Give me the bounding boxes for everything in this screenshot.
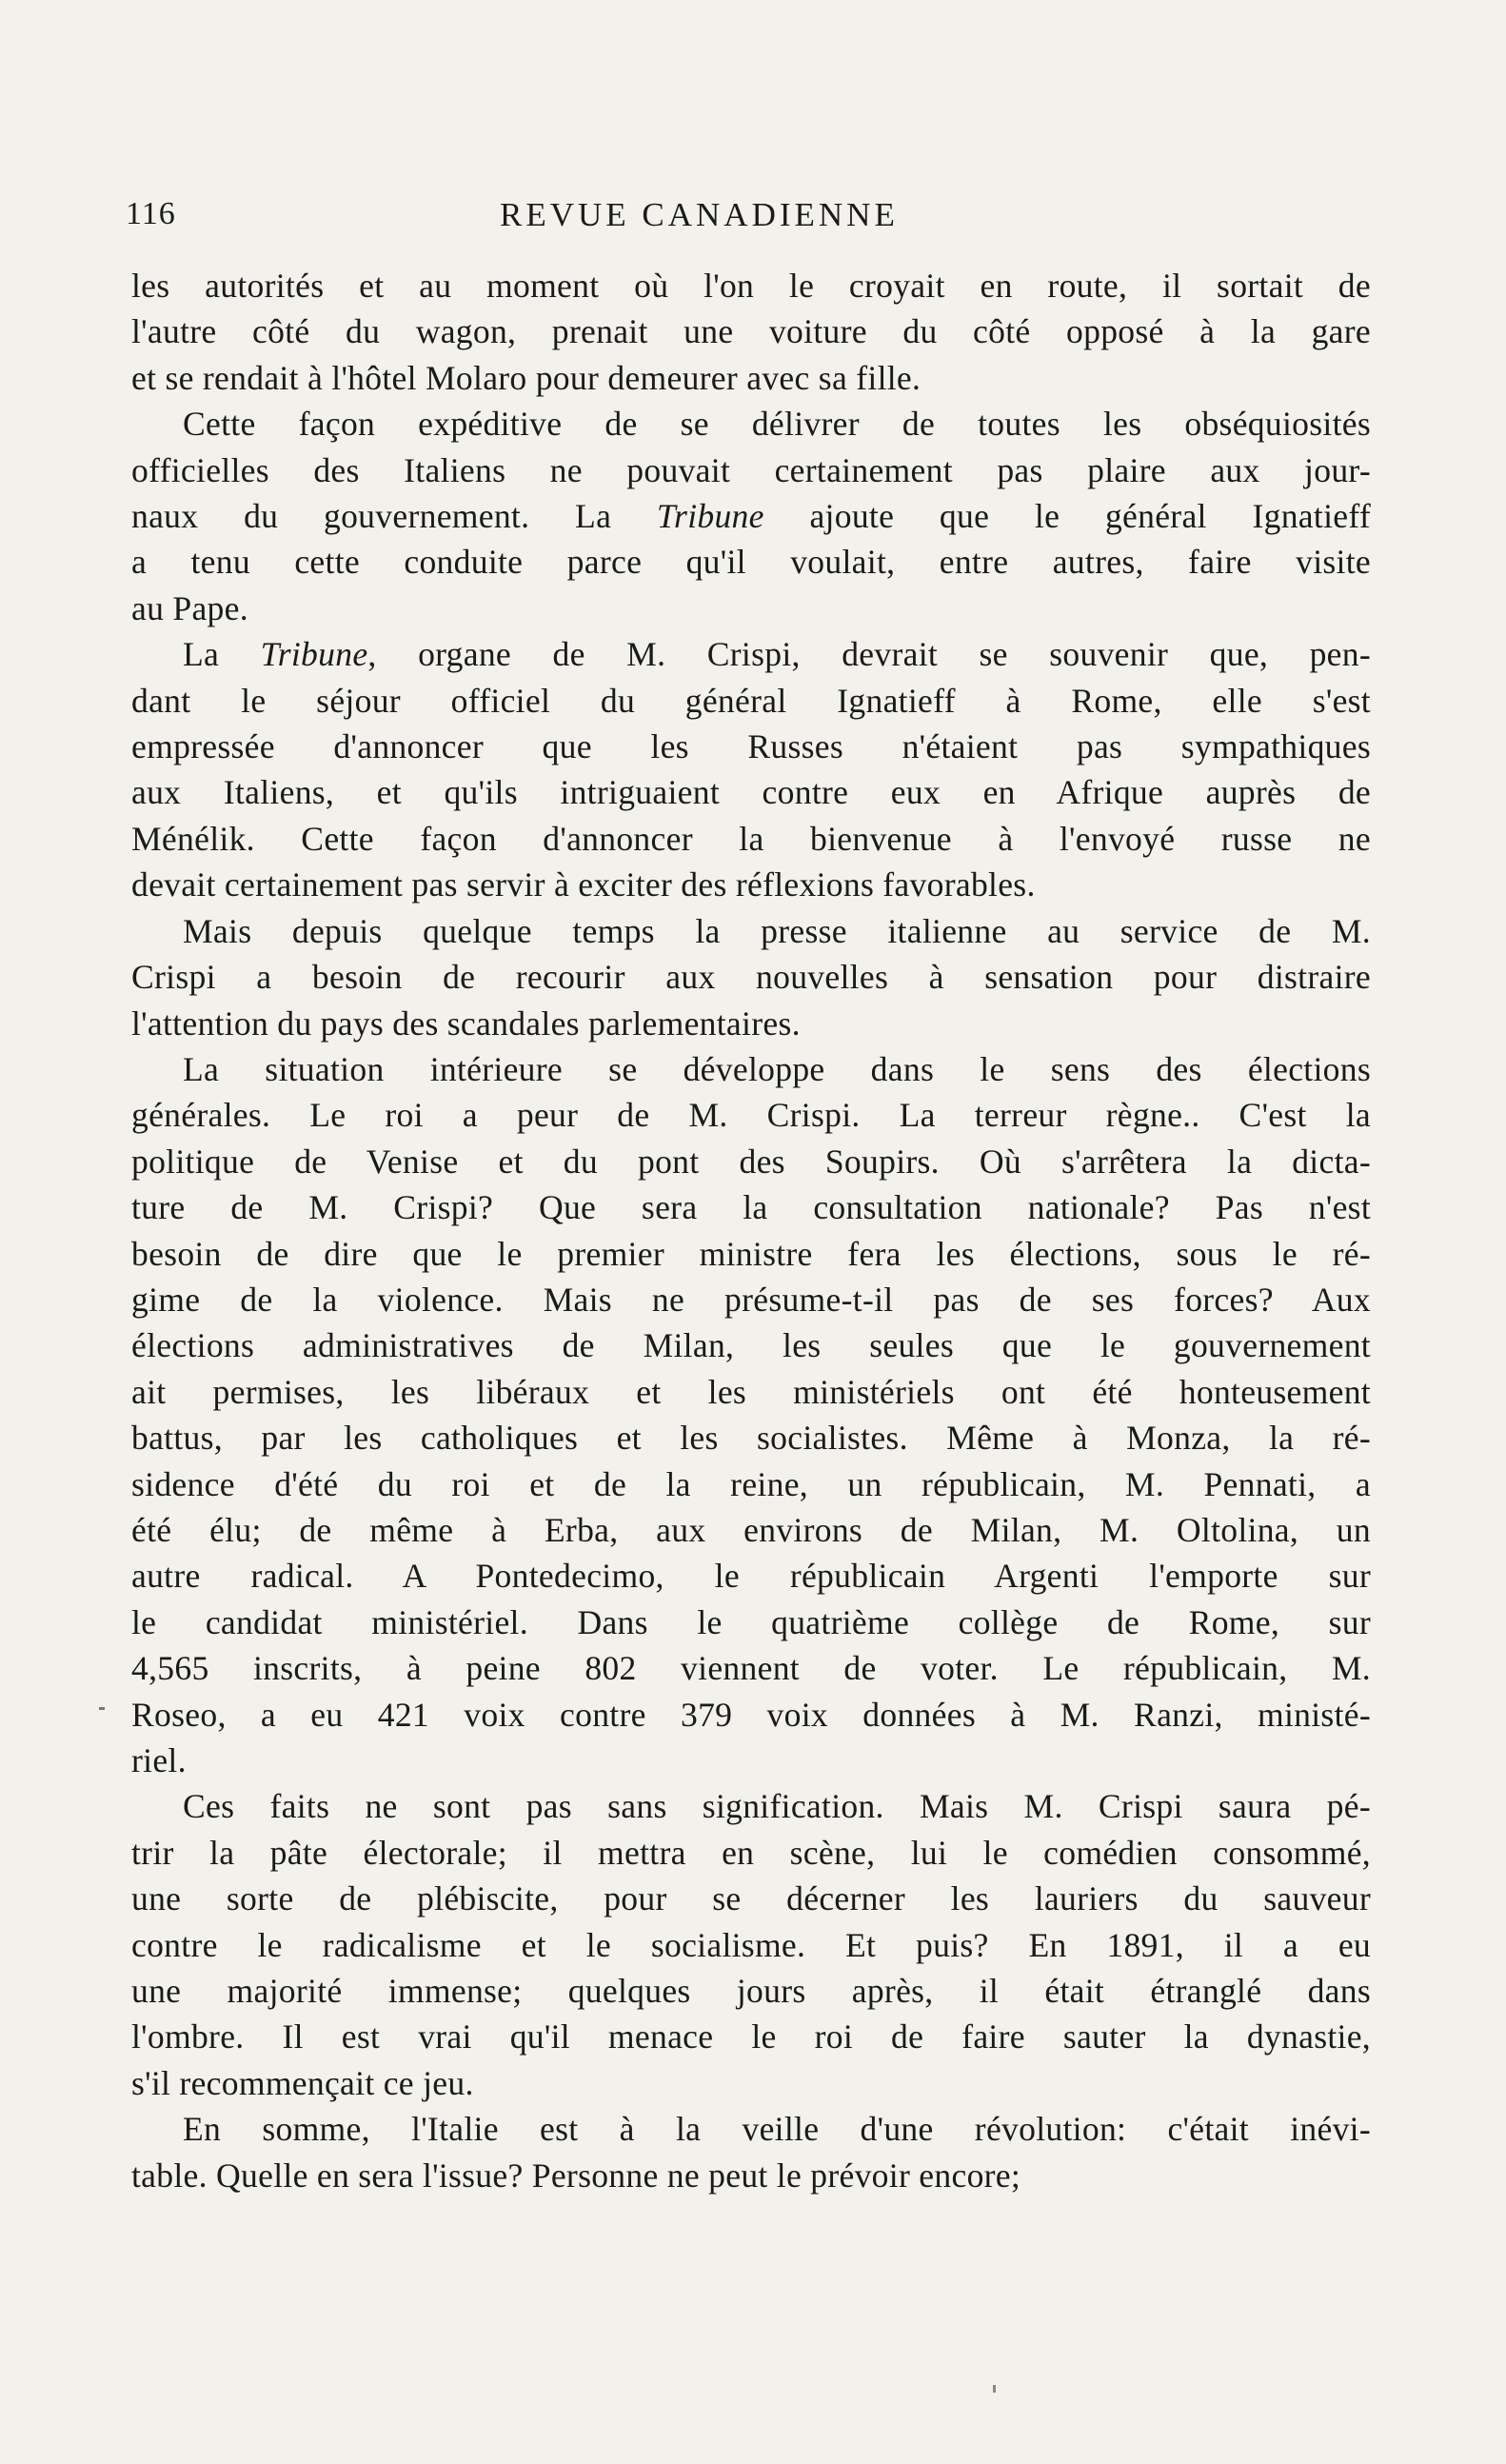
paragraph-2 <box>131 401 1371 631</box>
paragraph-6 <box>131 1783 1371 2106</box>
text-line: et se rendait à l'hôtel Molaro pour demeurer avec sa fille. <box>131 358 921 397</box>
text-line: contre le radicalisme et le socialisme. Et puis? En 1891, il a eu <box>131 1925 1371 1964</box>
text-line: politique de Venise et du pont des Soupirs. Où s'arrêtera la dicta- <box>131 1142 1371 1181</box>
newspaper-title: Tribune <box>260 635 368 674</box>
text-line: battus, par les catholiques et les socialistes. Même à Monza, la ré- <box>131 1419 1371 1458</box>
text-line: Ménélik. Cette façon d'annoncer la bienvenue à l'envoyé russe ne <box>131 819 1371 858</box>
text-line: trir la pâte électorale; il mettra en scène, lui le comédien consommé, <box>131 1833 1371 1872</box>
text-line: une sorte de plébiscite, pour se décerner les lauriers du sauveur <box>131 1879 1371 1918</box>
newspaper-title: Tribune <box>656 497 764 536</box>
text-line: riel. <box>131 1741 187 1779</box>
text-line: les autorités et au moment où l'on le croyait en route, il sortait de <box>131 267 1371 305</box>
text-line: dant le séjour officiel du général Ignatieff à Rome, elle s'est <box>131 681 1371 720</box>
page-number: 116 <box>126 196 176 231</box>
paragraph-1 <box>131 263 1371 401</box>
text-line: sidence d'été du roi et de la reine, un républicain, M. Pennati, a <box>131 1464 1371 1503</box>
text-line: a tenu cette conduite parce qu'il voulait, entre autres, faire visite <box>131 543 1371 582</box>
text-line: officielles des Italiens ne pouvait certainement pas plaire aux jour- <box>131 450 1371 489</box>
text-line: La situation intérieure se développe dans le sens des élections <box>183 1049 1371 1088</box>
text-line: le candidat ministériel. Dans le quatrième collège de Rome, sur <box>131 1602 1371 1641</box>
text-line: au Pape. <box>131 588 248 627</box>
text-line: aux Italiens, et qu'ils intriguaient contre eux en Afrique auprès de <box>131 773 1371 812</box>
text-line: ture de M. Crispi? Que sera la consultation nationale? Pas n'est <box>131 1188 1371 1227</box>
text-line: La Tribune, organe de M. Crispi, devrait se souvenir que, pen- <box>183 635 1371 674</box>
text-line: une majorité immense; quelques jours après, il était étranglé dans <box>131 1972 1371 2011</box>
text-line: élections administratives de Milan, les seules que le gouvernement <box>131 1326 1371 1365</box>
paragraph-4 <box>131 908 1371 1046</box>
text-line: besoin de dire que le premier ministre fera les élections, sous le ré- <box>131 1234 1371 1273</box>
text-line: Crispi a besoin de recourir aux nouvelles à sensation pour distraire <box>131 958 1371 997</box>
text-line: s'il recommençait ce jeu. <box>131 2063 474 2102</box>
text-line: table. Quelle en sera l'issue? Personne ne peut le prévoir encore; <box>131 2156 1021 2195</box>
text-line: naux du gouvernement. La Tribune ajoute que le général Ignatieff <box>131 497 1371 536</box>
text-line: devait certainement pas servir à exciter des réflexions favorables. <box>131 865 1036 904</box>
text-line: générales. Le roi a peur de M. Crispi. La terreur règne.. C'est la <box>131 1096 1371 1135</box>
text-line: Mais depuis quelque temps la presse italienne au service de M. <box>183 911 1371 950</box>
text-line: En somme, l'Italie est à la veille d'une révolution: c'était inévi- <box>183 2110 1371 2149</box>
text-line: Cette façon expéditive de se délivrer de toutes les obséquiosités <box>183 405 1371 444</box>
text-line: 4,565 inscrits, à peine 802 viennent de voter. Le républicain, M. <box>131 1649 1371 1688</box>
article-body <box>131 263 1371 2198</box>
text-line: l'autre côté du wagon, prenait une voiture du côté opposé à la gare <box>131 312 1371 351</box>
running-title: REVUE CANADIENNE <box>500 196 899 233</box>
margin-mark <box>99 1707 105 1710</box>
text-line: été élu; de même à Erba, aux environs de Milan, M. Oltolina, un <box>131 1510 1371 1549</box>
page-speck <box>993 2385 996 2393</box>
paragraph-3 <box>131 631 1371 907</box>
paragraph-5 <box>131 1046 1371 1784</box>
text-line: l'attention du pays des scandales parlementaires. <box>131 1003 801 1043</box>
text-line: empressée d'annoncer que les Russes n'étaient pas sympathiques <box>131 727 1371 766</box>
paragraph-7 <box>131 2106 1371 2198</box>
text-line: ait permises, les libéraux et les ministériels ont été honteusement <box>131 1372 1371 1411</box>
text-line: Ces faits ne sont pas sans signification. Mais M. Crispi saura pé- <box>183 1787 1371 1826</box>
text-line: Roseo, a eu 421 voix contre 379 voix données à M. Ranzi, ministé- <box>131 1695 1371 1734</box>
text-line: gime de la violence. Mais ne présume-t-il pas de ses forces? Aux <box>131 1280 1371 1319</box>
page-header <box>126 196 1363 253</box>
text-line: autre radical. A Pontedecimo, le républicain Argenti l'emporte sur <box>131 1557 1371 1596</box>
text-line: l'ombre. Il est vrai qu'il menace le roi de faire sauter la dynastie, <box>131 2017 1371 2057</box>
